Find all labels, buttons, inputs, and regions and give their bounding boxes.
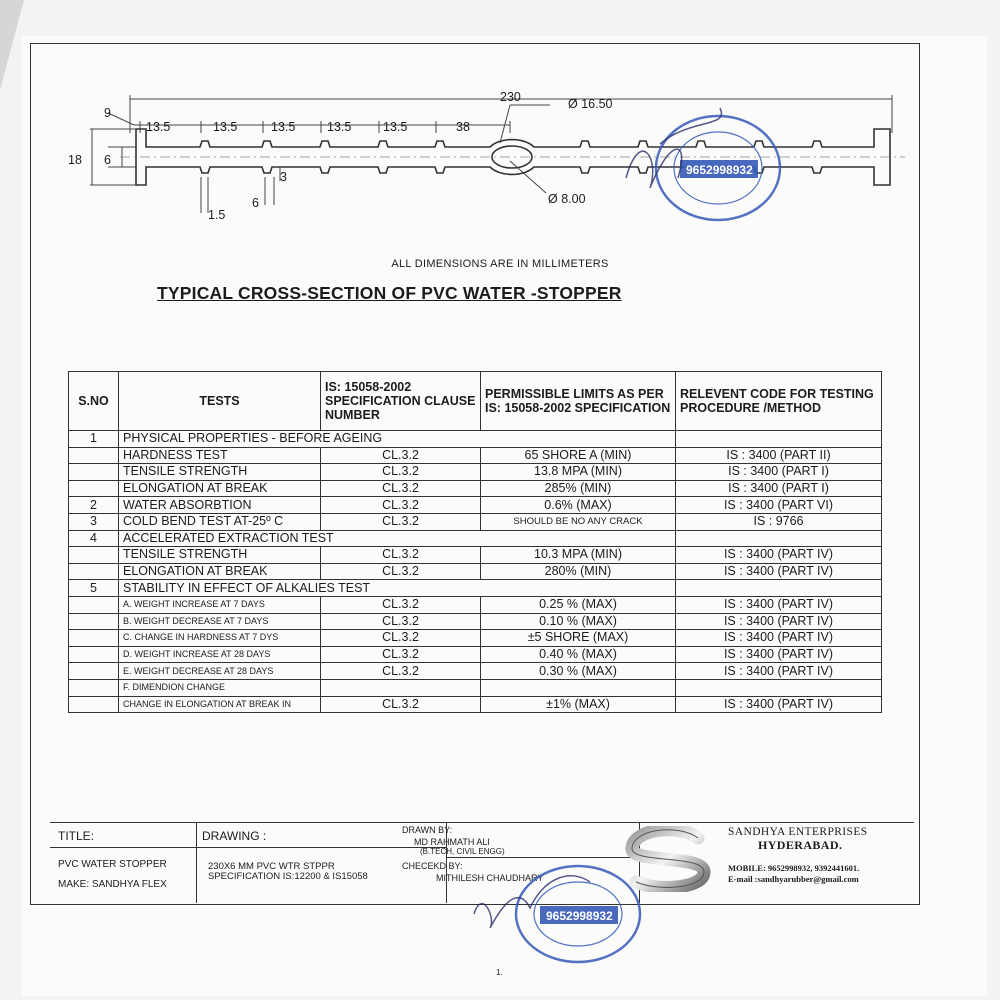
table-row: [69, 547, 882, 564]
cell-test: E. WEIGHT DECREASE AT 28 DAYS: [119, 663, 321, 680]
cell-limit: 280% (MIN): [481, 563, 676, 580]
drawing-line-1: 230X6 MM PVC WTR STPPR: [208, 861, 335, 872]
cell-test: TENSILE STRENGTH: [119, 547, 321, 564]
company-mobile: MOBILE: 9652998932, 9392441601.: [728, 863, 860, 873]
checked-by-label: CHECEKD BY:: [402, 861, 463, 871]
cell-limit: [481, 679, 676, 696]
cell-code: [676, 580, 882, 597]
cell-sno: [69, 663, 119, 680]
cell-code: [676, 431, 882, 448]
cell-sno: [69, 679, 119, 696]
cell-code: IS : 3400 (PART II): [676, 447, 882, 464]
cell-limit: ±1% (MAX): [481, 696, 676, 713]
header-code: RELEVENT CODE FOR TESTING PROCEDURE /METHOD: [676, 372, 882, 431]
checked-by-name: MITHILESH CHAUDHARY: [436, 873, 544, 883]
dim-spacing-1: 13.5: [146, 120, 171, 134]
cell-sno: 1: [69, 431, 119, 448]
cell-test: WATER ABSORBTION: [119, 497, 321, 514]
cell-code: IS : 3400 (PART VI): [676, 497, 882, 514]
cell-sno: [69, 596, 119, 613]
cell-sno: 5: [69, 580, 119, 597]
table-row: [69, 563, 882, 580]
cell-code: IS : 3400 (PART IV): [676, 596, 882, 613]
cell-limit: 10.3 MPA (MIN): [481, 547, 676, 564]
dim-rib-width-a: 1.5: [208, 208, 226, 222]
table-row: [69, 464, 882, 481]
dim-hole-inner: Ø 8.00: [548, 192, 586, 206]
cell-sno: [69, 630, 119, 647]
page-mark: 1.: [496, 968, 503, 977]
cell-clause: CL.3.2: [321, 447, 481, 464]
dimension-labels: [68, 90, 613, 222]
cell-test: A. WEIGHT INCREASE AT 7 DAYS: [119, 596, 321, 613]
cell-code: IS : 3400 (PART IV): [676, 646, 882, 663]
title-divider: [50, 847, 446, 848]
cell-clause: CL.3.2: [321, 596, 481, 613]
cell-sno: [69, 547, 119, 564]
cell-sno: [69, 464, 119, 481]
cell-clause: CL.3.2: [321, 547, 481, 564]
cell-clause: CL.3.2: [321, 613, 481, 630]
cross-section-drawing: [60, 85, 920, 245]
cell-sno: [69, 563, 119, 580]
dim-spacing-6: 38: [456, 120, 470, 134]
table-row: [69, 613, 882, 630]
cell-test: D. WEIGHT INCREASE AT 28 DAYS: [119, 646, 321, 663]
cell-code: IS : 3400 (PART IV): [676, 696, 882, 713]
cell-code: IS : 3400 (PART IV): [676, 630, 882, 647]
cell-sno: [69, 646, 119, 663]
cell-code: IS : 3400 (PART I): [676, 480, 882, 497]
dim-hole-outer: Ø 16.50: [568, 97, 613, 111]
cell-test: HARDNESS TEST: [119, 447, 321, 464]
spec-table: [68, 371, 882, 713]
drawn-by-name: MD RAHMATH ALI: [414, 837, 490, 847]
cell-section-title: STABILITY IN EFFECT OF ALKALIES TEST: [119, 580, 676, 597]
cell-clause: CL.3.2: [321, 563, 481, 580]
table-row: [69, 696, 882, 713]
dim-web-thickness: 6: [104, 153, 111, 167]
cell-section-title: ACCELERATED EXTRACTION TEST: [119, 530, 676, 547]
company-stamp-bottom: [460, 858, 650, 968]
drawn-by-qualification: (B.TECH, CIVIL ENGG): [420, 847, 505, 856]
table-row: [69, 679, 882, 696]
cell-limit: ±5 SHORE (MAX): [481, 630, 676, 647]
cell-sno: [69, 480, 119, 497]
table-row: [69, 513, 882, 530]
section-row: [69, 530, 882, 547]
table-row: [69, 646, 882, 663]
cell-code: IS : 3400 (PART IV): [676, 547, 882, 564]
cell-sno: 2: [69, 497, 119, 514]
table-row: [69, 596, 882, 613]
product-name: PVC WATER STOPPER: [58, 859, 167, 870]
table-row: [69, 480, 882, 497]
cell-code: IS : 3400 (PART IV): [676, 563, 882, 580]
cell-clause: CL.3.2: [321, 663, 481, 680]
table-row: [69, 447, 882, 464]
cell-test: CHANGE IN ELONGATION AT BREAK IN: [119, 696, 321, 713]
cell-test: C. CHANGE IN HARDNESS AT 7 DYS: [119, 630, 321, 647]
dim-height-total: 18: [68, 153, 82, 167]
header-clause: IS: 15058-2002 SPECIFICATION CLAUSE NUMBER: [321, 372, 481, 431]
cell-limit: SHOULD BE NO ANY CRACK: [481, 513, 676, 530]
dim-spacing-4: 13.5: [327, 120, 352, 134]
page-corner-shadow: [0, 0, 24, 90]
cell-test: B. WEIGHT DECREASE AT 7 DAYS: [119, 613, 321, 630]
section-row: [69, 431, 882, 448]
cell-clause: CL.3.2: [321, 480, 481, 497]
cell-clause: CL.3.2: [321, 464, 481, 481]
cell-code: IS : 9766: [676, 513, 882, 530]
dim-spacing-3: 13.5: [271, 120, 296, 134]
cell-sno: 3: [69, 513, 119, 530]
company-name: SANDHYA ENTERPRISES: [728, 826, 868, 838]
dim-spacing-2: 13.5: [213, 120, 238, 134]
drawn-by-label: DRAWN BY:: [402, 825, 453, 835]
header-limits: PERMISSIBLE LIMITS AS PER IS: 15058-2002 SPECIFICATION: [481, 372, 676, 431]
cell-code: [676, 679, 882, 696]
cell-clause: CL.3.2: [321, 646, 481, 663]
cell-sno: [69, 447, 119, 464]
dim-overall-width: 230: [500, 90, 521, 104]
cell-clause: CL.3.2: [321, 513, 481, 530]
cell-code: [676, 530, 882, 547]
stamp-phone-bottom: 9652998932: [546, 909, 613, 923]
cell-limit: 0.30 % (MAX): [481, 663, 676, 680]
section-row: [69, 580, 882, 597]
company-city: HYDERABAD.: [758, 838, 843, 852]
dim-end-flange: 9: [104, 106, 111, 120]
cell-test: ELONGATION AT BREAK: [119, 480, 321, 497]
cell-limit: 0.10 % (MAX): [481, 613, 676, 630]
header-tests: TESTS: [119, 372, 321, 431]
drawing-title: TYPICAL CROSS-SECTION OF PVC WATER -STOPPER: [157, 283, 622, 303]
cell-limit: 65 SHORE A (MIN): [481, 447, 676, 464]
cell-limit: 285% (MIN): [481, 480, 676, 497]
cell-test: ELONGATION AT BREAK: [119, 563, 321, 580]
dim-spacing-5: 13.5: [383, 120, 408, 134]
make-name: MAKE: SANDHYA FLEX: [58, 879, 167, 890]
header-sno: S.NO: [69, 372, 119, 431]
table-row: [69, 630, 882, 647]
cell-sno: [69, 696, 119, 713]
cell-code: IS : 3400 (PART IV): [676, 663, 882, 680]
cell-code: IS : 3400 (PART I): [676, 464, 882, 481]
drawing-label: DRAWING :: [202, 829, 267, 843]
cell-code: IS : 3400 (PART IV): [676, 613, 882, 630]
table-header-row: [69, 372, 882, 431]
company-email: E-mail :sandhyarubber@gmail.com: [728, 874, 859, 884]
cell-sno: 4: [69, 530, 119, 547]
drawing-line-2: SPECIFICATION IS:12200 & IS15058: [208, 871, 368, 882]
cell-limit: 0.25 % (MAX): [481, 596, 676, 613]
cell-clause: [321, 679, 481, 696]
cell-limit: 0.6% (MAX): [481, 497, 676, 514]
cell-limit: 0.40 % (MAX): [481, 646, 676, 663]
cell-clause: CL.3.2: [321, 696, 481, 713]
cell-limit: 13.8 MPA (MIN): [481, 464, 676, 481]
dim-rib-width-b: 6: [252, 196, 259, 210]
cell-section-title: PHYSICAL PROPERTIES - BEFORE AGEING: [119, 431, 676, 448]
dim-rib-depth: 3: [280, 170, 287, 184]
cell-test: COLD BEND TEST AT-25º C: [119, 513, 321, 530]
cell-clause: CL.3.2: [321, 630, 481, 647]
cell-clause: CL.3.2: [321, 497, 481, 514]
cell-test: F. DIMENDION CHANGE: [119, 679, 321, 696]
dimension-note: ALL DIMENSIONS ARE IN MILLIMETERS: [391, 258, 609, 270]
table-body: [69, 431, 882, 713]
table-row: [69, 663, 882, 680]
stamp-phone: 9652998932: [686, 163, 753, 177]
title-label: TITLE:: [58, 829, 95, 843]
cell-test: TENSILE STRENGTH: [119, 464, 321, 481]
company-stamp-top: [620, 108, 790, 228]
cell-sno: [69, 613, 119, 630]
table-row: [69, 497, 882, 514]
